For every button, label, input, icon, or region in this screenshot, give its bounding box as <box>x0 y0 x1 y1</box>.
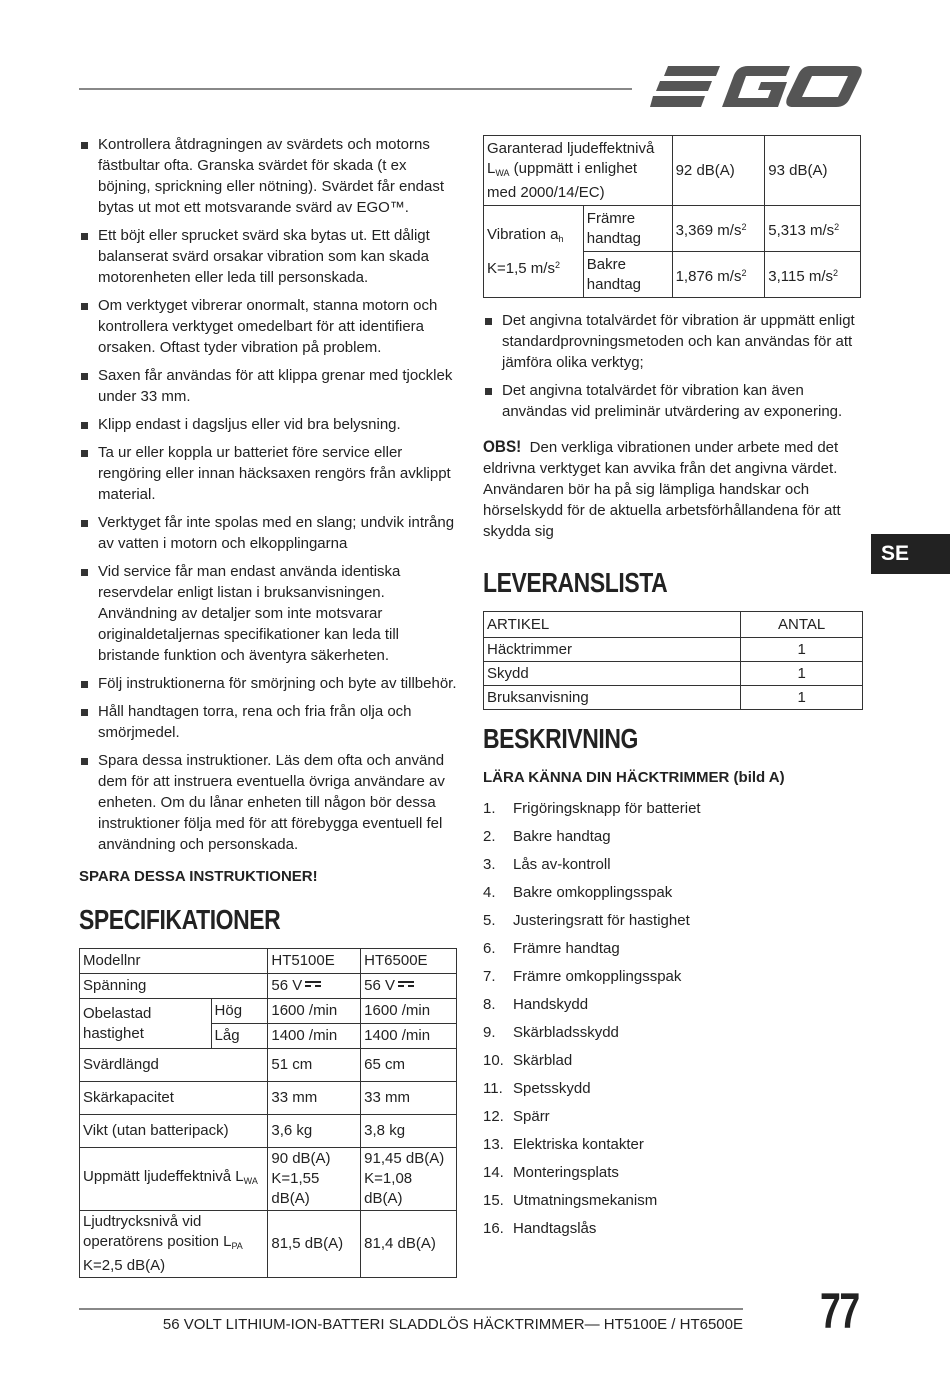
item-text: Främre handtag <box>513 939 620 957</box>
superscript: 2 <box>833 267 839 278</box>
item-text: Monteringsplats <box>513 1163 619 1181</box>
item-number: 8. <box>483 995 496 1013</box>
superscript: 2 <box>741 267 747 278</box>
cell-label: operatörens position L <box>83 1233 232 1250</box>
list-item <box>483 990 865 1018</box>
item-number: 5. <box>483 911 496 929</box>
save-instructions-note: SPARA DESSA INSTRUKTIONER! <box>79 868 318 885</box>
list-item <box>483 850 865 878</box>
table-cell: Obelastad hastighet <box>80 999 212 1049</box>
list-item <box>483 1214 865 1242</box>
table-cell <box>484 206 584 298</box>
item-number: 13. <box>483 1135 504 1153</box>
table-row <box>80 1082 457 1115</box>
table-row <box>80 1049 457 1082</box>
table-cell: Bruksanvisning <box>484 686 741 710</box>
list-item: Det angivna totalvärdet för vibration är uppmätt enligt standardprovningsmetoden och kan användas för att jämföra olika verktyg; <box>483 310 865 373</box>
item-number: 7. <box>483 967 496 985</box>
list-item: Följ instruktionerna för smörjning och byte av tillbehör. <box>79 673 461 694</box>
item-number: 16. <box>483 1219 504 1237</box>
list-item <box>483 962 865 990</box>
cell-line <box>487 255 580 279</box>
table-cell <box>80 1148 268 1211</box>
item-text: Skärbladsskydd <box>513 1023 619 1041</box>
table-cell <box>672 206 765 252</box>
cell-label: Uppmätt ljudeffektnivå L <box>83 1168 244 1185</box>
table-cell <box>268 1148 361 1211</box>
table-cell: Häcktrimmer <box>484 638 741 662</box>
list-item: Det angivna totalvärdet för vibration kan även användas vid preliminär utvärdering av exponering. <box>483 380 865 422</box>
table-row <box>484 136 861 206</box>
table-row <box>80 949 457 974</box>
list-item: Saxen får användas för att klippa grenar med tjocklek under 33 mm. <box>79 365 461 407</box>
table-cell: 1400 /min <box>361 1024 457 1049</box>
table-row <box>80 999 457 1024</box>
description-heading: BESKRIVNING <box>483 723 638 754</box>
subscript: WA <box>243 1176 258 1186</box>
table-cell: 1400 /min <box>268 1024 361 1049</box>
list-item: Om verktyget vibrerar onormalt, stanna motorn och kontrollera verktyget omedelbart för att identifiera orsaken. Oftast tyder vibration på problem. <box>79 295 461 358</box>
footer-text: 56 VOLT LITHIUM-ION-BATTERI SLADDLÖS HÄCKTRIMMER— HT5100E / HT6500E <box>162 1316 743 1333</box>
language-tab: SE <box>871 534 950 574</box>
item-text: Frigöringsknapp för batteriet <box>513 799 701 817</box>
cell-label: K=1,5 m/s <box>487 259 555 277</box>
voltage-value: 56 V <box>364 977 396 994</box>
cell-line: 91,45 dB(A) <box>364 1150 445 1167</box>
cell-line: Ljudtrycksnivå vid <box>83 1213 202 1230</box>
table-cell <box>484 136 673 206</box>
subscript: WA <box>495 167 510 178</box>
cell-line: K=1,08 dB(A) <box>364 1170 413 1207</box>
table-row <box>80 974 457 999</box>
table-cell <box>268 974 361 999</box>
table-cell <box>672 252 765 298</box>
table-cell: HT6500E <box>361 949 457 974</box>
item-text: Spetsskydd <box>513 1079 591 1097</box>
item-number: 9. <box>483 1023 496 1041</box>
item-text: Främre omkopplingsspak <box>513 967 682 985</box>
item-text: Elektriska kontakter <box>513 1135 644 1153</box>
list-item <box>483 1074 865 1102</box>
table-cell: Bakre handtag <box>583 252 672 298</box>
list-item <box>483 794 865 822</box>
description-subheading: LÄRA KÄNNA DIN HÄCKTRIMMER (bild A) <box>483 769 785 786</box>
table-cell <box>361 974 457 999</box>
list-item <box>483 1186 865 1214</box>
list-item: Klipp endast i dagsljus eller vid bra belysning. <box>79 414 461 435</box>
item-text: Skärblad <box>513 1051 573 1069</box>
table-cell: 81,5 dB(A) <box>268 1211 361 1278</box>
table-cell: 1600 /min <box>361 999 457 1024</box>
item-number: 6. <box>483 939 496 957</box>
spec-table <box>79 948 457 1278</box>
table-cell: 33 mm <box>268 1082 361 1115</box>
table-row <box>484 206 861 252</box>
item-number: 4. <box>483 883 496 901</box>
list-item <box>483 878 865 906</box>
cell-line <box>487 225 580 249</box>
parts-list <box>483 794 865 1242</box>
list-item: Verktyget får inte spolas med en slang; undvik intrång av vatten i motorn och elkopplingarna <box>79 512 461 554</box>
subscript: h <box>558 233 564 244</box>
list-item: Ett böjt eller sprucket svärd ska bytas ut. Ett dåligt balanserat svärd orsakar vibration som kan skada motorenheten eller leda till personskada. <box>79 225 461 288</box>
cell-label: Vibration a <box>487 225 559 243</box>
item-text: Bakre handtag <box>513 827 611 845</box>
table-row <box>80 1115 457 1148</box>
delivery-heading: LEVERANSLISTA <box>483 567 668 598</box>
ego-logo <box>650 62 862 112</box>
table-cell: 1 <box>741 638 863 662</box>
item-text: Handtagslås <box>513 1219 597 1237</box>
item-number: 15. <box>483 1191 504 1209</box>
table-cell: Främre handtag <box>583 206 672 252</box>
obs-label: OBS! <box>483 437 522 456</box>
table-cell: 1600 /min <box>268 999 361 1024</box>
item-number: 10. <box>483 1051 504 1069</box>
cell-line <box>83 1232 264 1256</box>
table-row <box>484 662 863 686</box>
list-item <box>483 1018 865 1046</box>
item-text: Justeringsratt för hastighet <box>513 911 690 929</box>
table-cell: 93 dB(A) <box>765 136 861 206</box>
item-text: Utmatningsmekanism <box>513 1191 658 1209</box>
footer-rule <box>79 1308 743 1310</box>
item-number: 11. <box>483 1079 503 1097</box>
safety-bullet-list <box>79 134 461 855</box>
list-item <box>483 906 865 934</box>
table-cell <box>361 1148 457 1211</box>
list-item <box>483 934 865 962</box>
table-row <box>484 686 863 710</box>
cell-label: L <box>487 159 496 177</box>
column-header: ANTAL <box>741 612 863 638</box>
table-cell: Skärkapacitet <box>80 1082 268 1115</box>
table-cell: Skydd <box>484 662 741 686</box>
right-column <box>483 134 865 1242</box>
item-text: Lås av-kontroll <box>513 855 611 873</box>
table-row <box>80 1211 457 1278</box>
list-item <box>483 1046 865 1074</box>
delivery-table <box>483 611 863 710</box>
cell-label: 5,313 m/s <box>768 221 835 239</box>
table-cell: 65 cm <box>361 1049 457 1082</box>
table-row <box>484 638 863 662</box>
item-number: 14. <box>483 1163 504 1181</box>
item-text: Handskydd <box>513 995 589 1013</box>
column-header: ARTIKEL <box>484 612 741 638</box>
cell-label: 1,876 m/s <box>675 267 742 285</box>
list-item: Håll handtagen torra, rena och fria från olja och smörjmedel. <box>79 701 461 743</box>
table-cell: 1 <box>741 662 863 686</box>
vibration-table <box>483 135 861 298</box>
table-header-row <box>484 612 863 638</box>
item-number: 12. <box>483 1107 504 1125</box>
table-cell <box>80 1211 268 1278</box>
item-number: 1. <box>483 799 496 817</box>
table-cell: 3,8 kg <box>361 1115 457 1148</box>
table-cell <box>765 206 861 252</box>
item-number: 3. <box>483 855 496 873</box>
list-item: Spara dessa instruktioner. Läs dem ofta och använd dem för att instruera eventuella övriga användare av enheten. Om du lånar enheten till någon bör dessa instruktioner följa med för att förebygga eventuell fel användning och personskada. <box>79 750 461 855</box>
header-rule <box>79 88 632 90</box>
table-cell: Modellnr <box>80 949 268 974</box>
superscript: 2 <box>834 221 840 232</box>
spec-heading: SPECIFIKATIONER <box>79 904 281 935</box>
superscript: 2 <box>554 259 560 270</box>
table-cell: Spänning <box>80 974 268 999</box>
cell-line: Garanterad ljudeffektnivå <box>487 139 655 157</box>
table-cell: Svärdlängd <box>80 1049 268 1082</box>
cell-label: (uppmätt i enlighet med 2000/14/EC) <box>487 159 638 201</box>
table-cell: 92 dB(A) <box>672 136 765 206</box>
vibration-bullet-list <box>483 310 865 422</box>
obs-note <box>483 436 865 542</box>
superscript: 2 <box>741 221 747 232</box>
table-cell: 33 mm <box>361 1082 457 1115</box>
cell-label: 3,369 m/s <box>675 221 742 239</box>
table-cell: 1 <box>741 686 863 710</box>
list-item: Ta ur eller koppla ur batteriet före service eller rengöring eller innan häcksaxen rengörs från avklippt material. <box>79 442 461 505</box>
item-number: 2. <box>483 827 496 845</box>
item-text: Spärr <box>513 1107 550 1125</box>
dc-symbol-icon <box>398 981 414 988</box>
dc-symbol-icon <box>305 981 321 988</box>
table-cell: 81,4 dB(A) <box>361 1211 457 1278</box>
voltage-value: 56 V <box>271 977 303 994</box>
table-cell: Hög <box>211 999 268 1024</box>
subscript: PA <box>231 1241 243 1251</box>
table-cell: 51 cm <box>268 1049 361 1082</box>
list-item <box>483 1130 865 1158</box>
item-text: Bakre omkopplingsspak <box>513 883 673 901</box>
cell-line: K=2,5 dB(A) <box>83 1257 166 1274</box>
table-cell: 3,6 kg <box>268 1115 361 1148</box>
page-number: 77 <box>820 1283 859 1339</box>
list-item: Vid service får man endast använda identiska reservdelar enligt listan i bruksanvisningen. Användning av detaljer som inte motsvarar originaldetaljernas specifikationer kan leda till bristande funktion och äventyra säkerheten. <box>79 561 461 666</box>
obs-text: Den verkliga vibrationen under arbete med det eldrivna verktyget kan avvika från det angivna värdet. Användaren bör ha på sig lämpliga handskar och hörselskydd för de aktuella arbetsförhållandena för att skydda sig <box>483 439 841 540</box>
cell-label: 3,115 m/s <box>768 267 834 285</box>
table-cell: Låg <box>211 1024 268 1049</box>
list-item: Kontrollera åtdragningen av svärdets och motorns fästbultar ofta. Granska svärdet för skada (t ex böjning, sprickning eller nötning). Svärdet får endast bytas ut mot ett motsvarande svärd av EGO™. <box>79 134 461 218</box>
table-cell <box>765 252 861 298</box>
cell-line: 90 dB(A) <box>271 1150 331 1167</box>
table-cell: Vikt (utan batteripack) <box>80 1115 268 1148</box>
list-item <box>483 822 865 850</box>
table-row <box>80 1148 457 1211</box>
list-item <box>483 1102 865 1130</box>
cell-line: K=1,55 dB(A) <box>271 1170 320 1207</box>
list-item <box>483 1158 865 1186</box>
table-cell: HT5100E <box>268 949 361 974</box>
left-column <box>79 134 461 1278</box>
